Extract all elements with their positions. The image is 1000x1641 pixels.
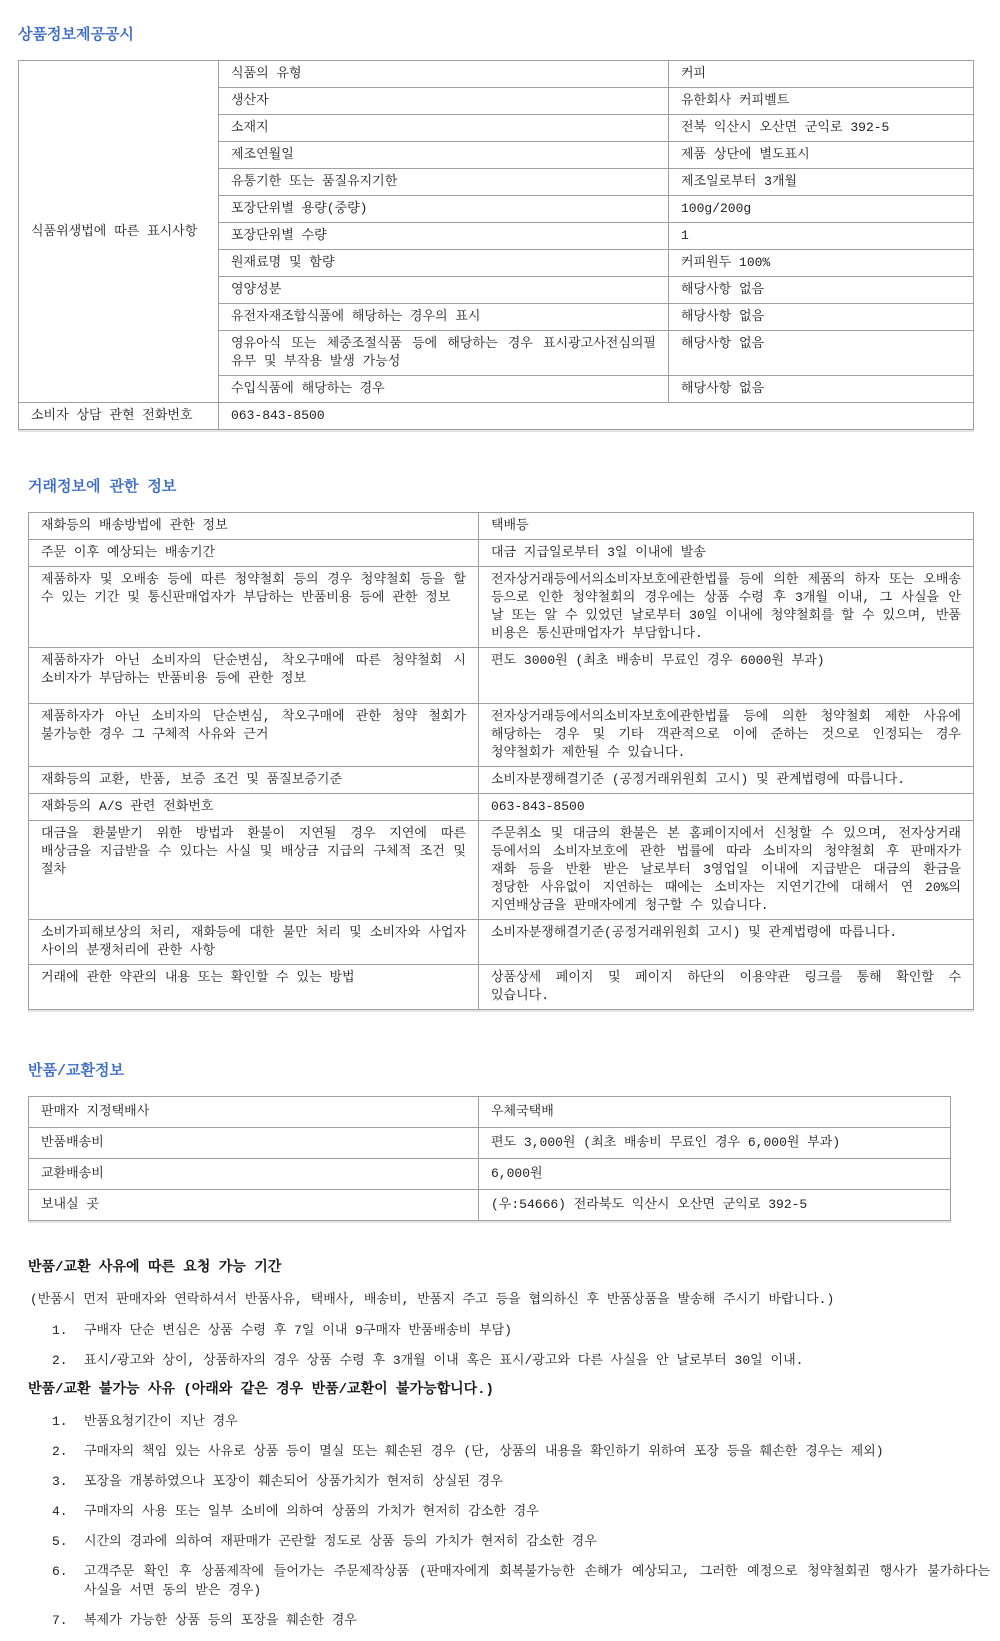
list-item-number: 2. (52, 1444, 68, 1459)
row-value-cell: 전자상거래등에서의소비자보호에관한법률 등에 의한 제품의 하자 또는 오배송 등으로 인한 청약철회의 경우에는 상품 수령 후 3개월 이내, 그 사실을 안 날 또는 알 수 있었던 날로부터 30일 이내에 청약철회를 할 수 있으며, 반품 비용은 통신판매업자가 부담합니다. (479, 567, 974, 648)
list-item-text: 복제가 가능한 상품 등의 포장을 훼손한 경우 (84, 1613, 357, 1628)
row-value-cell: 063-843-8500 (479, 794, 974, 821)
return-period-title: 반품/교환 사유에 따른 요청 가능 기간 (28, 1260, 282, 1276)
table-row (29, 1159, 951, 1190)
row-value-cell: 해당사항 없음 (669, 277, 974, 304)
table-row (19, 61, 974, 88)
table-row (29, 920, 974, 965)
food-labeling-table (18, 60, 974, 430)
row-label-cell: 수입식품에 해당하는 경우 (219, 376, 669, 403)
row-value-cell: 소비자분쟁해결기준(공정거래위원회 고시) 및 관계법령에 따릅니다. (479, 920, 974, 965)
list-item-text: 반품요청기간이 지난 경우 (84, 1414, 238, 1429)
row-value-cell: 6,000원 (479, 1159, 951, 1190)
row-label-cell: 영양성분 (219, 277, 669, 304)
row-label-cell: 포장단위별 수량 (219, 223, 669, 250)
row-label-cell: 반품배송비 (29, 1128, 479, 1159)
row-value-cell: 해당사항 없음 (669, 376, 974, 403)
table-row (29, 1097, 951, 1128)
table-row (19, 403, 974, 430)
list-item-text: 포장을 개봉하였으나 포장이 훼손되어 상품가치가 현저히 상실된 경우 (84, 1474, 503, 1489)
table-row (29, 794, 974, 821)
table-row (29, 540, 974, 567)
row-label-cell: 원재료명 및 함량 (219, 250, 669, 277)
list-item-text: 구배자 단순 변심은 상품 수령 후 7일 이내 9구매자 반품배송비 부담) (84, 1323, 512, 1338)
return-impossible-title: 반품/교환 불가능 사유 (아래와 같은 경우 반품/교환이 불가능합니다.) (28, 1382, 494, 1398)
spacer (0, 1221, 1000, 1259)
return-period-note: (반품시 먼저 판매자와 연락하셔서 반품사유, 택배사, 배송비, 반품지 주고 등을 협의하신 후 반품상품을 발송해 주시기 바랍니다.) (30, 1292, 835, 1307)
spacer (0, 1010, 1000, 1062)
list-item-number: 6. (52, 1564, 68, 1579)
return-exchange-table (28, 1096, 951, 1221)
row-label-cell: 유통기한 또는 품질유지기한 (219, 169, 669, 196)
list-item-text: 표시/광고와 상이, 상품하자의 경우 상품 수령 후 3개월 이내 혹은 표시/광고와 다른 사실을 안 날로부터 30일 이내. (84, 1353, 804, 1368)
return-notes (28, 1259, 1000, 1630)
list-item-number: 2. (52, 1353, 68, 1368)
row-value-cell: 편도 3000원 (최초 배송비 무료인 경우 6000원 부과) (479, 648, 974, 704)
table-row (29, 567, 974, 648)
list-item (52, 1472, 1000, 1491)
row-value-cell: 주문취소 및 대금의 환불은 본 홈페이지에서 신청할 수 있으며, 전자상거래 등에서의 소비자보호에 관한 법률에 따라 소비자의 청약철회 후 판매자가 재화 등을 반환 받은 날로부터 3영업일 이내에 지급받은 대금의 환금을 정당한 사유없이 지연하는 때에는 소비자는 지연기간에 대해서 연 20%의 지연배상금을 판매자에게 청구할 수 있습니다. (479, 821, 974, 920)
row-label-cell: 유전자재조합식품에 해당하는 경우의 표시 (219, 304, 669, 331)
row-value-cell: 유한회사 커피벨트 (669, 88, 974, 115)
row-label-cell: 소재지 (219, 115, 669, 142)
row-value-cell: 해당사항 없음 (669, 331, 974, 376)
list-item (52, 1532, 1000, 1551)
row-value-cell: 택배등 (479, 513, 974, 540)
table-row (29, 965, 974, 1010)
list-item-number: 5. (52, 1534, 68, 1549)
row-label-cell: 제품하자 및 오배송 등에 따른 청약철회 등의 경우 청약철회 등을 할 수 있는 기간 및 통신판매업자가 부담하는 반품비용 등에 관한 정보 (29, 567, 479, 648)
row-value-cell: 상품상세 페이지 및 페이지 하단의 이용약관 링크를 통해 확인할 수 있습니다. (479, 965, 974, 1010)
row-value-cell: 해당사항 없음 (669, 304, 974, 331)
table-row (29, 704, 974, 767)
row-label-cell: 재화등의 A/S 관련 전화번호 (29, 794, 479, 821)
row-value-cell: 소비자분쟁해결기준 (공정거래위원회 고시) 및 관계법령에 따릅니다. (479, 767, 974, 794)
list-item-number: 1. (52, 1414, 68, 1429)
list-item (52, 1321, 1000, 1340)
list-item-number: 4. (52, 1504, 68, 1519)
list-item (52, 1502, 1000, 1521)
row-value-cell: 제조일로부터 3개월 (669, 169, 974, 196)
table-row (29, 1128, 951, 1159)
row-label-cell: 주문 이후 예상되는 배송기간 (29, 540, 479, 567)
row-label-cell: 포장단위별 용량(중량) (219, 196, 669, 223)
row-label-cell: 재화등의 교환, 반품, 보증 조건 및 품질보증기준 (29, 767, 479, 794)
row-value-cell: 1 (669, 223, 974, 250)
table-row (29, 513, 974, 540)
list-item (52, 1562, 1000, 1600)
row-label-cell: 대금을 환불받기 위한 방법과 환불이 지연될 경우 지연에 따른 배상금을 지급받을 수 있다는 사실 및 배상금 지급의 구체적 조건 및 절차 (29, 821, 479, 920)
table-row (29, 821, 974, 920)
row-value-cell: 우체국택배 (479, 1097, 951, 1128)
row-value-cell: 커피원두 100% (669, 250, 974, 277)
row-label-cell: 제품하자가 아닌 소비자의 단순변심, 착오구매에 관한 청약 철회가 불가능한 경우 그 구체적 사유와 근거 (29, 704, 479, 767)
row-value-cell: 제품 상단에 별도표시 (669, 142, 974, 169)
list-item-number: 3. (52, 1474, 68, 1489)
row-label-cell: 영유아식 또는 체중조절식품 등에 해당하는 경우 표시광고사전심의필 유무 및 부작용 발생 가능성 (219, 331, 669, 376)
row-value-cell: 100g/200g (669, 196, 974, 223)
row-label-cell: 교환배송비 (29, 1159, 479, 1190)
row-label-cell: 식품의 유형 (219, 61, 669, 88)
spacer (0, 430, 1000, 478)
row-value-cell: 대금 지급일로부터 3일 이내에 발송 (479, 540, 974, 567)
table-row (29, 648, 974, 704)
list-item-number: 1. (52, 1323, 68, 1338)
row-value-cell: 전북 익산시 오산면 군익로 392-5 (669, 115, 974, 142)
section-title-trade-info: 거래정보에 관한 정보 (28, 479, 177, 496)
row-value-cell: 편도 3,000원 (최초 배송비 무료인 경우 6,000원 부과) (479, 1128, 951, 1159)
table-row (29, 1190, 951, 1221)
row-value-cell: 063-843-8500 (219, 403, 974, 430)
food-group-label-cell: 식품위생법에 따른 표시사항 (19, 61, 219, 403)
row-label-cell: 소비가피해보상의 처리, 재화등에 대한 불만 처리 및 소비자와 사업자 사이의 분쟁처리에 관한 사항 (29, 920, 479, 965)
row-label-cell: 거래에 관한 약관의 내용 또는 확인할 수 있는 방법 (29, 965, 479, 1010)
section-title-product-info: 상품정보제공공시 (18, 27, 134, 44)
row-label-cell: 판매자 지정택배사 (29, 1097, 479, 1128)
return-period-list (52, 1321, 1000, 1370)
list-item-text: 시간의 경과에 의하여 재판매가 곤란할 정도로 상품 등의 가치가 현저히 감소한 경우 (84, 1534, 597, 1549)
trade-info-table (28, 512, 974, 1010)
row-label-cell: 생산자 (219, 88, 669, 115)
list-item (52, 1351, 1000, 1370)
row-value-cell: (우:54666) 전라북도 익산시 오산면 군익로 392-5 (479, 1190, 951, 1221)
list-item (52, 1412, 1000, 1431)
row-label-cell: 재화등의 배송방법에 관한 정보 (29, 513, 479, 540)
row-label-cell: 제조연월일 (219, 142, 669, 169)
list-item-text: 구매자의 책임 있는 사유로 상품 등이 멸실 또는 훼손된 경우 (단, 상품의 내용을 확인하기 위하여 포장 등을 훼손한 경우는 제외) (84, 1444, 884, 1459)
row-value-cell: 커피 (669, 61, 974, 88)
table-row (29, 767, 974, 794)
row-label-cell: 소비자 상담 관현 전화번호 (19, 403, 219, 430)
section-title-return-info: 반품/교환정보 (28, 1063, 124, 1080)
row-label-cell: 제품하자가 아닌 소비자의 단순변심, 착오구매에 따른 청약철회 시 소비자가 부담하는 반품비용 등에 관한 정보 (29, 648, 479, 704)
return-impossible-list (52, 1412, 1000, 1630)
list-item (52, 1611, 1000, 1630)
list-item-text: 고객주문 확인 후 상품제작에 들어가는 주문제작상품 (판매자에게 회복불가능한 손해가 예상되고, 그러한 예정으로 청약철회권 행사가 불가하다는 사실을 서면 동의 받은 경우) (84, 1564, 990, 1598)
row-label-cell: 보내실 곳 (29, 1190, 479, 1221)
list-item-text: 구매자의 사용 또는 일부 소비에 의하여 상품의 가치가 현저히 감소한 경우 (84, 1504, 539, 1519)
row-value-cell: 전자상거래등에서의소비자보호에관한법률 등에 의한 청약철회 제한 사유에 해당하는 경우 및 기타 객관적으로 이에 준하는 것으로 인정되는 경우 청약철회가 제한될 수 있습니다. (479, 704, 974, 767)
list-item-number: 7. (52, 1613, 68, 1628)
list-item (52, 1442, 1000, 1461)
